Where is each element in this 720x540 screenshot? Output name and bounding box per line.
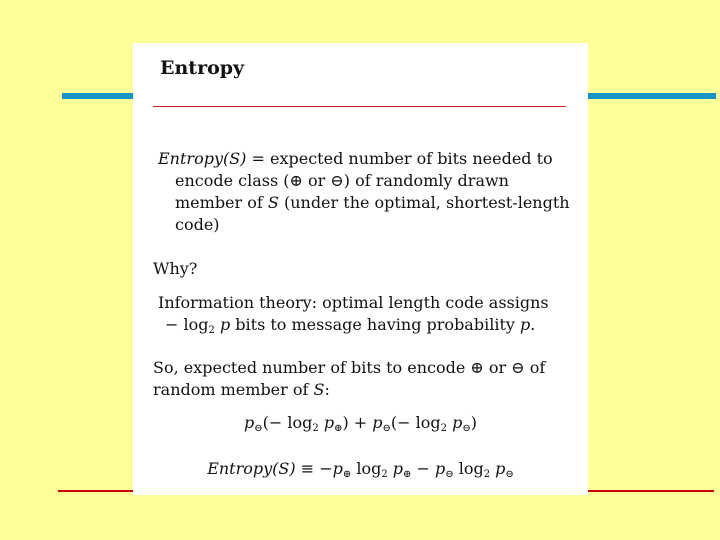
slide-card [133,43,588,495]
so-line-1: So, expected number of bits to encode ⊕ or ⊖ of [153,358,546,377]
f1-p3: p [372,413,383,432]
formula-expected-bits [133,412,588,440]
set-s-2: S [313,380,325,399]
f1-s1: ⊖ [254,423,263,434]
log-base: 2 [208,325,215,336]
decor-red-bar-right [588,490,714,492]
f2-p4: p [490,459,506,478]
definition-line-4: code) [175,215,220,234]
f2-base2: 2 [483,469,491,480]
decor-red-bar-left [58,490,134,492]
why-heading: Why? [153,259,198,278]
f2-base1: 2 [381,469,388,480]
info-line-1: Information theory: optimal length code assigns [158,293,549,312]
f2-s3: ⊖ [445,469,454,480]
definition-text-3b: (under the optimal, shortest-length [278,193,570,212]
prob-p-var: p [520,315,531,334]
so-colon: : [324,380,330,399]
f1-s4: ⊖ [462,423,471,434]
decor-blue-bar-right [588,93,716,99]
f2-minus: − [411,459,435,478]
f2-p2: p [387,459,404,478]
f2-s2: ⊕ [403,469,412,480]
f2-log2: log [453,459,484,478]
f1-mid3: (− log [390,413,441,432]
f1-base1: 2 [312,423,319,434]
f2-log1: log [351,459,382,478]
f1-end: ) [470,413,477,432]
definition-text-3a: member of [175,193,268,212]
f2-lhs: Entropy(S) [207,459,296,478]
entropy-function: Entropy(S) [158,149,247,168]
info-period: . [530,315,536,334]
prob-p: p [214,315,231,334]
definition-line-1 [158,148,553,170]
definition-line-3 [175,192,570,214]
neg-log: − log [165,315,209,334]
slide-title: Entropy [160,57,245,79]
f1-p1: p [243,413,255,432]
f1-base2: 2 [440,423,448,434]
so-line-2 [153,379,330,401]
title-divider [153,106,566,107]
f1-s2: ⊕ [334,423,343,434]
f1-p4: p [447,413,463,432]
info-line-2 [165,314,535,342]
decor-blue-bar-left [62,93,134,99]
f2-s1: ⊕ [342,469,352,480]
definition-line-2: encode class (⊕ or ⊖) of randomly drawn [175,171,509,190]
set-s: S [267,193,279,212]
definition-text-1: = expected number of bits needed to [246,149,553,168]
f2-p1: p [332,459,343,478]
f2-eq: ≡ − [295,459,333,478]
f1-mid1: (− log [262,413,313,432]
info-text: bits to message having probability [230,315,520,334]
f1-s3: ⊖ [382,423,391,434]
f1-mid2: ) + [342,413,373,432]
f2-s4: ⊖ [505,469,514,480]
f2-p3: p [434,459,446,478]
so-text: random member of [153,380,314,399]
f1-p2: p [318,413,335,432]
formula-entropy [133,458,588,486]
